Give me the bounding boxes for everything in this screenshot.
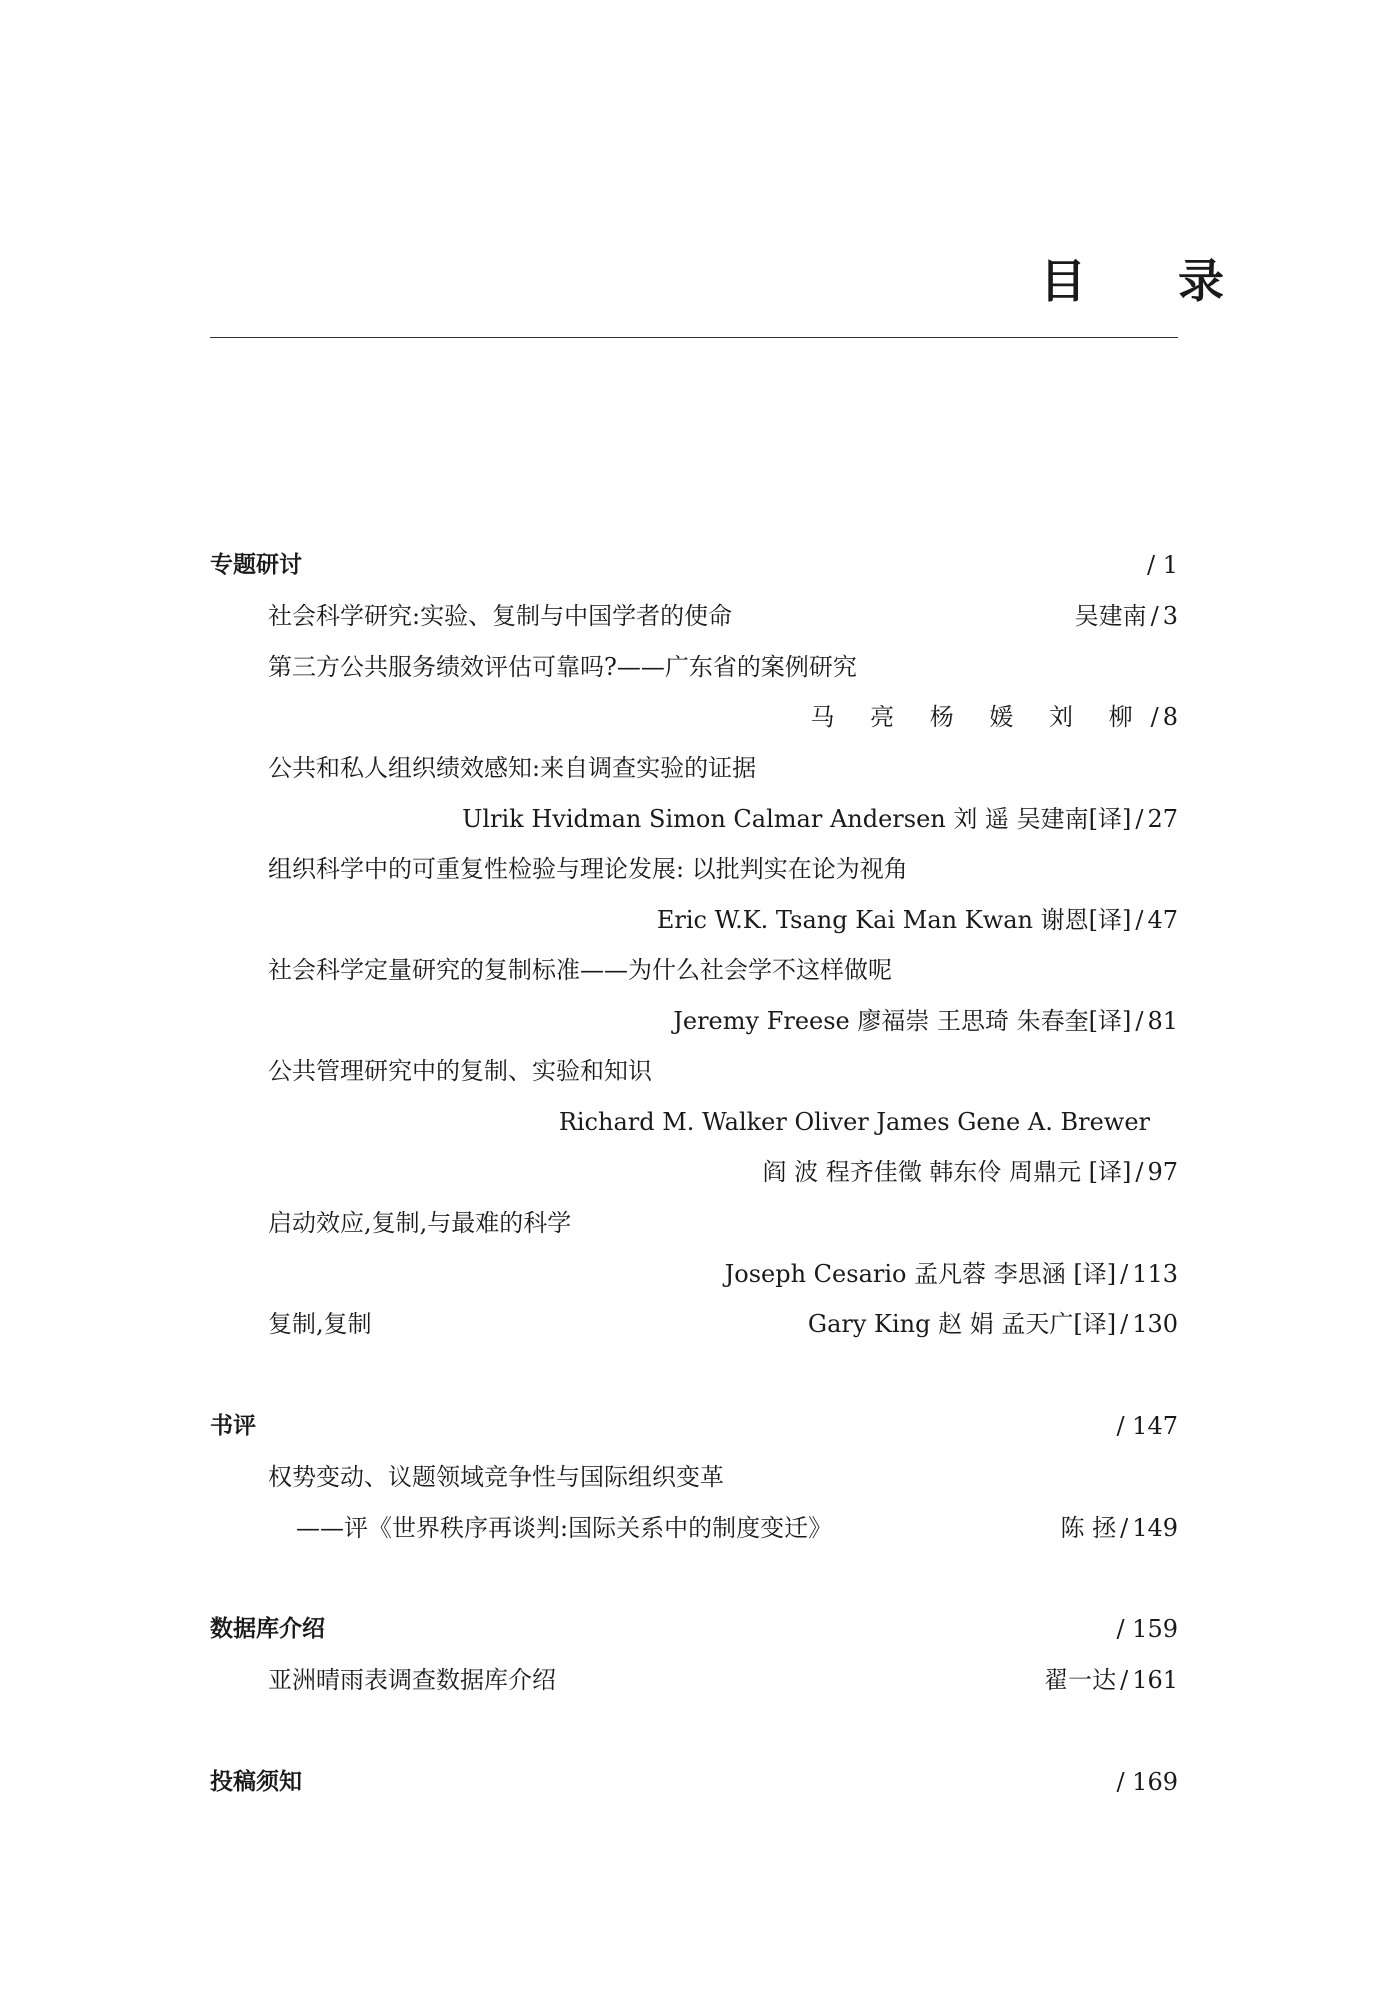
entry-title: 亚洲晴雨表调查数据库介绍 bbox=[268, 1666, 556, 1694]
entry-authors: 陈 拯 bbox=[1060, 1514, 1117, 1542]
toc-entry-meta: Eric W.K. Tsang Kai Man Kwan 谢恩[译] / 47 bbox=[656, 906, 1178, 934]
entry-authors: Eric W.K. Tsang Kai Man Kwan 谢恩[译] bbox=[656, 906, 1132, 934]
section-page: / 147 bbox=[1116, 1412, 1178, 1440]
toc-entry[interactable]: 复制,复制 Gary King 赵 娟 孟天广[译] / 130 bbox=[0, 1304, 1386, 1344]
entry-title: 公共和私人组织绩效感知:来自调查实验的证据 bbox=[268, 754, 757, 782]
entry-title: 权势变动、议题领域竞争性与国际组织变革 bbox=[268, 1463, 724, 1491]
section-title: 书评 bbox=[210, 1413, 256, 1439]
section-header[interactable] bbox=[0, 545, 1386, 585]
entry-page: 3 bbox=[1162, 602, 1178, 630]
entry-authors: Joseph Cesario 孟凡蓉 李思涵 [译] bbox=[724, 1260, 1117, 1288]
entry-title: 复制,复制 bbox=[268, 1310, 372, 1338]
toc-entry[interactable]: 亚洲晴雨表调查数据库介绍 翟一达 / 161 bbox=[0, 1660, 1386, 1700]
toc-entry-meta: Ulrik Hvidman Simon Calmar Andersen 刘 遥 吴建南[译] / 27 bbox=[462, 805, 1178, 833]
entry-page: 113 bbox=[1132, 1260, 1178, 1288]
entry-page: 8 bbox=[1162, 703, 1178, 731]
title-divider bbox=[210, 337, 1178, 338]
section-page: / 1 bbox=[1147, 551, 1178, 579]
entry-authors: 吴建南 bbox=[1074, 602, 1147, 630]
entry-page: 27 bbox=[1147, 805, 1178, 833]
entry-authors: Ulrik Hvidman Simon Calmar Andersen 刘 遥 吴建南[译] bbox=[462, 805, 1132, 833]
entry-page: 97 bbox=[1147, 1158, 1178, 1186]
toc-entry-meta: Jeremy Freese 廖福崇 王思琦 朱春奎[译] / 81 bbox=[673, 1007, 1178, 1035]
entry-subtitle: ——评《世界秩序再谈判:国际关系中的制度变迁》 bbox=[296, 1514, 833, 1542]
toc-entry[interactable]: 社会科学研究:实验、复制与中国学者的使命 吴建南 / 3 bbox=[0, 596, 1386, 636]
section-header[interactable] bbox=[0, 1762, 1386, 1802]
toc-entry[interactable] bbox=[0, 647, 1386, 687]
page-title: 目 录 bbox=[1040, 254, 1263, 308]
toc-entry-meta: Joseph Cesario 孟凡蓉 李思涵 [译] / 113 bbox=[724, 1260, 1178, 1288]
section-title: 数据库介绍 bbox=[210, 1616, 325, 1642]
entry-page: 47 bbox=[1147, 906, 1178, 934]
toc-entry[interactable] bbox=[0, 748, 1386, 788]
entry-title: 组织科学中的可重复性检验与理论发展: 以批判实在论为视角 bbox=[268, 855, 908, 883]
toc-entry-meta: ——评《世界秩序再谈判:国际关系中的制度变迁》 陈 拯 / 149 bbox=[0, 1508, 1386, 1548]
toc-entry-meta bbox=[0, 1102, 1386, 1142]
entry-authors: 马 亮 杨 媛 刘 柳 bbox=[810, 703, 1147, 731]
toc-entry[interactable] bbox=[0, 1203, 1386, 1243]
entry-title: 社会科学研究:实验、复制与中国学者的使命 bbox=[268, 602, 733, 630]
toc-entry-meta: 阎 波 程齐佳徵 韩东伶 周鼎元 [译] / 97 bbox=[762, 1158, 1178, 1186]
entry-authors: 阎 波 程齐佳徵 韩东伶 周鼎元 [译] bbox=[762, 1158, 1132, 1186]
entry-title: 社会科学定量研究的复制标准——为什么社会学不这样做呢 bbox=[268, 956, 892, 984]
entry-page: 161 bbox=[1132, 1666, 1178, 1694]
entry-title: 公共管理研究中的复制、实验和知识 bbox=[268, 1057, 652, 1085]
toc-entry[interactable] bbox=[0, 1457, 1386, 1497]
section-page: / 169 bbox=[1116, 1768, 1178, 1796]
entry-authors-en: Richard M. Walker Oliver James Gene A. Brewer bbox=[558, 1108, 1150, 1136]
entry-page: 130 bbox=[1132, 1310, 1178, 1338]
section-header[interactable] bbox=[0, 1609, 1386, 1649]
entry-authors: Gary King 赵 娟 孟天广[译] bbox=[807, 1310, 1117, 1338]
section-title: 投稿须知 bbox=[210, 1769, 302, 1795]
entry-title: 启动效应,复制,与最难的科学 bbox=[268, 1209, 572, 1237]
section-header[interactable] bbox=[0, 1406, 1386, 1446]
toc-entry[interactable] bbox=[0, 849, 1386, 889]
entry-authors: 翟一达 bbox=[1044, 1666, 1117, 1694]
toc-entry[interactable] bbox=[0, 950, 1386, 990]
toc-entry[interactable] bbox=[0, 1051, 1386, 1091]
entry-page: 149 bbox=[1132, 1514, 1178, 1542]
section-title: 专题研讨 bbox=[210, 552, 302, 578]
section-page: / 159 bbox=[1116, 1615, 1178, 1643]
entry-page: 81 bbox=[1147, 1007, 1178, 1035]
toc-entry-meta: 马 亮 杨 媛 刘 柳 / 8 bbox=[810, 703, 1178, 731]
entry-authors: Jeremy Freese 廖福崇 王思琦 朱春奎[译] bbox=[673, 1007, 1132, 1035]
entry-title: 第三方公共服务绩效评估可靠吗?——广东省的案例研究 bbox=[268, 653, 857, 681]
